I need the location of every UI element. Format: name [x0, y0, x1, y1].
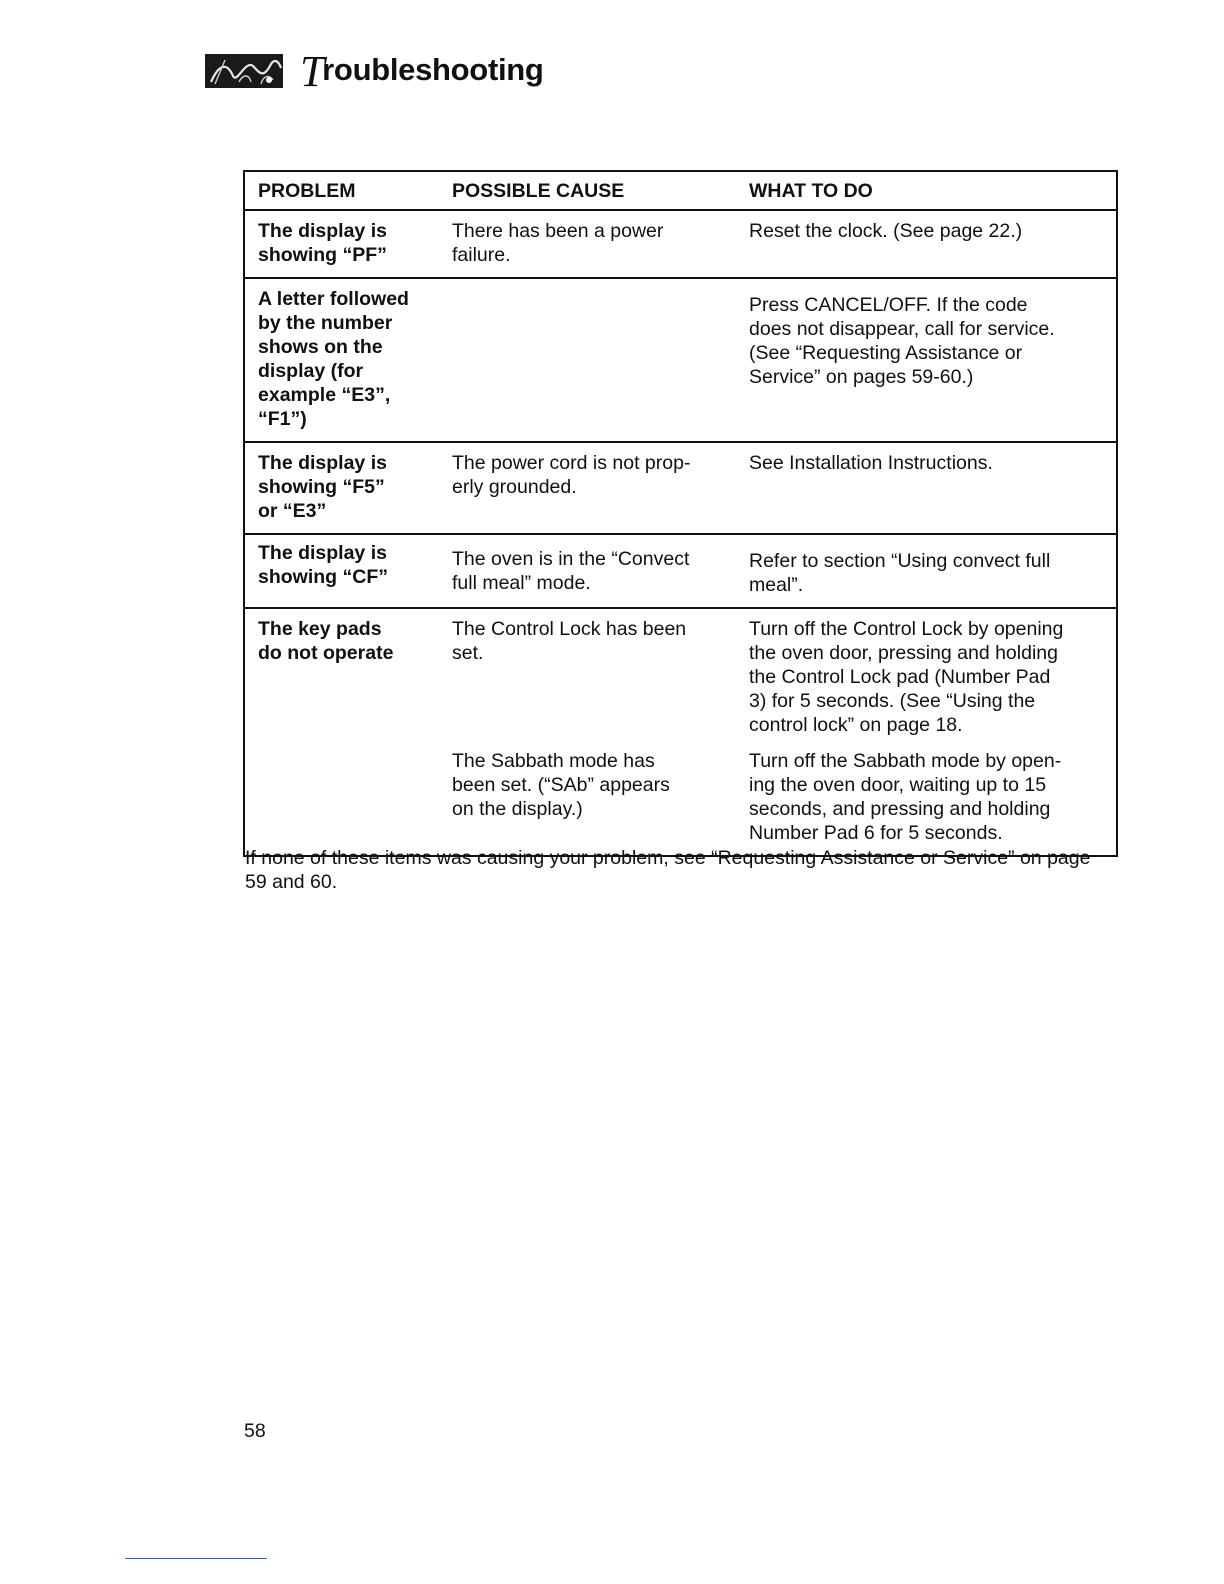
problem-cell: A letter followed by the number shows on the display (for example “E3”, “F1”)	[244, 278, 452, 442]
problem-cell: The display is showing “CF”	[244, 534, 452, 608]
cause-sabbath-mode: The Sabbath mode has been set. (“SAb” appears on the display.)	[452, 750, 670, 820]
page-title: Troubleshooting	[300, 47, 544, 96]
cause-control-lock: The Control Lock has been set.	[452, 618, 687, 664]
bottom-divider	[125, 1558, 267, 1559]
cause-cell	[452, 278, 749, 442]
table-row	[244, 278, 1117, 442]
todo-sabbath-mode: Turn off the Sabbath mode by open- ing the oven door, waiting up to 15 seconds, and pressing and holding Number Pad 6 for 5 seconds.	[749, 750, 1062, 844]
table-row	[244, 442, 1117, 534]
cause-cell: The power cord is not prop- erly grounded.	[452, 442, 749, 534]
header-problem: PROBLEM	[244, 171, 452, 210]
troubleshooting-table	[243, 170, 1118, 857]
todo-cell: See Installation Instructions.	[749, 442, 1117, 534]
page-number: 58	[244, 1420, 266, 1442]
cause-cell: The oven is in the “Convect full meal” mode.	[452, 534, 749, 608]
problem-cell: The display is showing “F5” or “E3”	[244, 442, 452, 534]
todo-cell: Reset the clock. (See page 22.)	[749, 210, 1117, 278]
brand-logo-icon	[205, 54, 283, 88]
problem-cell: The display is showing “PF”	[244, 210, 452, 278]
table-row	[244, 210, 1117, 278]
cause-cell: There has been a power failure.	[452, 210, 749, 278]
todo-cell: Press CANCEL/OFF. If the code does not disappear, call for service. (See “Requesting Assistance or Service” on pages 59-60.)	[749, 278, 1117, 442]
header-possible-cause: POSSIBLE CAUSE	[452, 171, 749, 210]
footnote: If none of these items was causing your problem, see “Requesting Assistance or Service” on page 59 and 60.	[245, 847, 1091, 893]
header-what-to-do: WHAT TO DO	[749, 171, 1117, 210]
todo-cell: Refer to section “Using convect full meal”.	[749, 534, 1117, 608]
problem-cell: The key pads do not operate	[258, 618, 394, 664]
todo-control-lock: Turn off the Control Lock by opening the oven door, pressing and holding the Control Lock pad (Number Pad 3) for 5 seconds. (See “Using the control lock” on page 18.	[749, 618, 1064, 736]
todo-cell	[749, 608, 1117, 856]
table-header-row	[244, 171, 1117, 210]
cause-cell	[452, 608, 749, 856]
table-row	[244, 534, 1117, 608]
table-row	[244, 608, 1117, 856]
